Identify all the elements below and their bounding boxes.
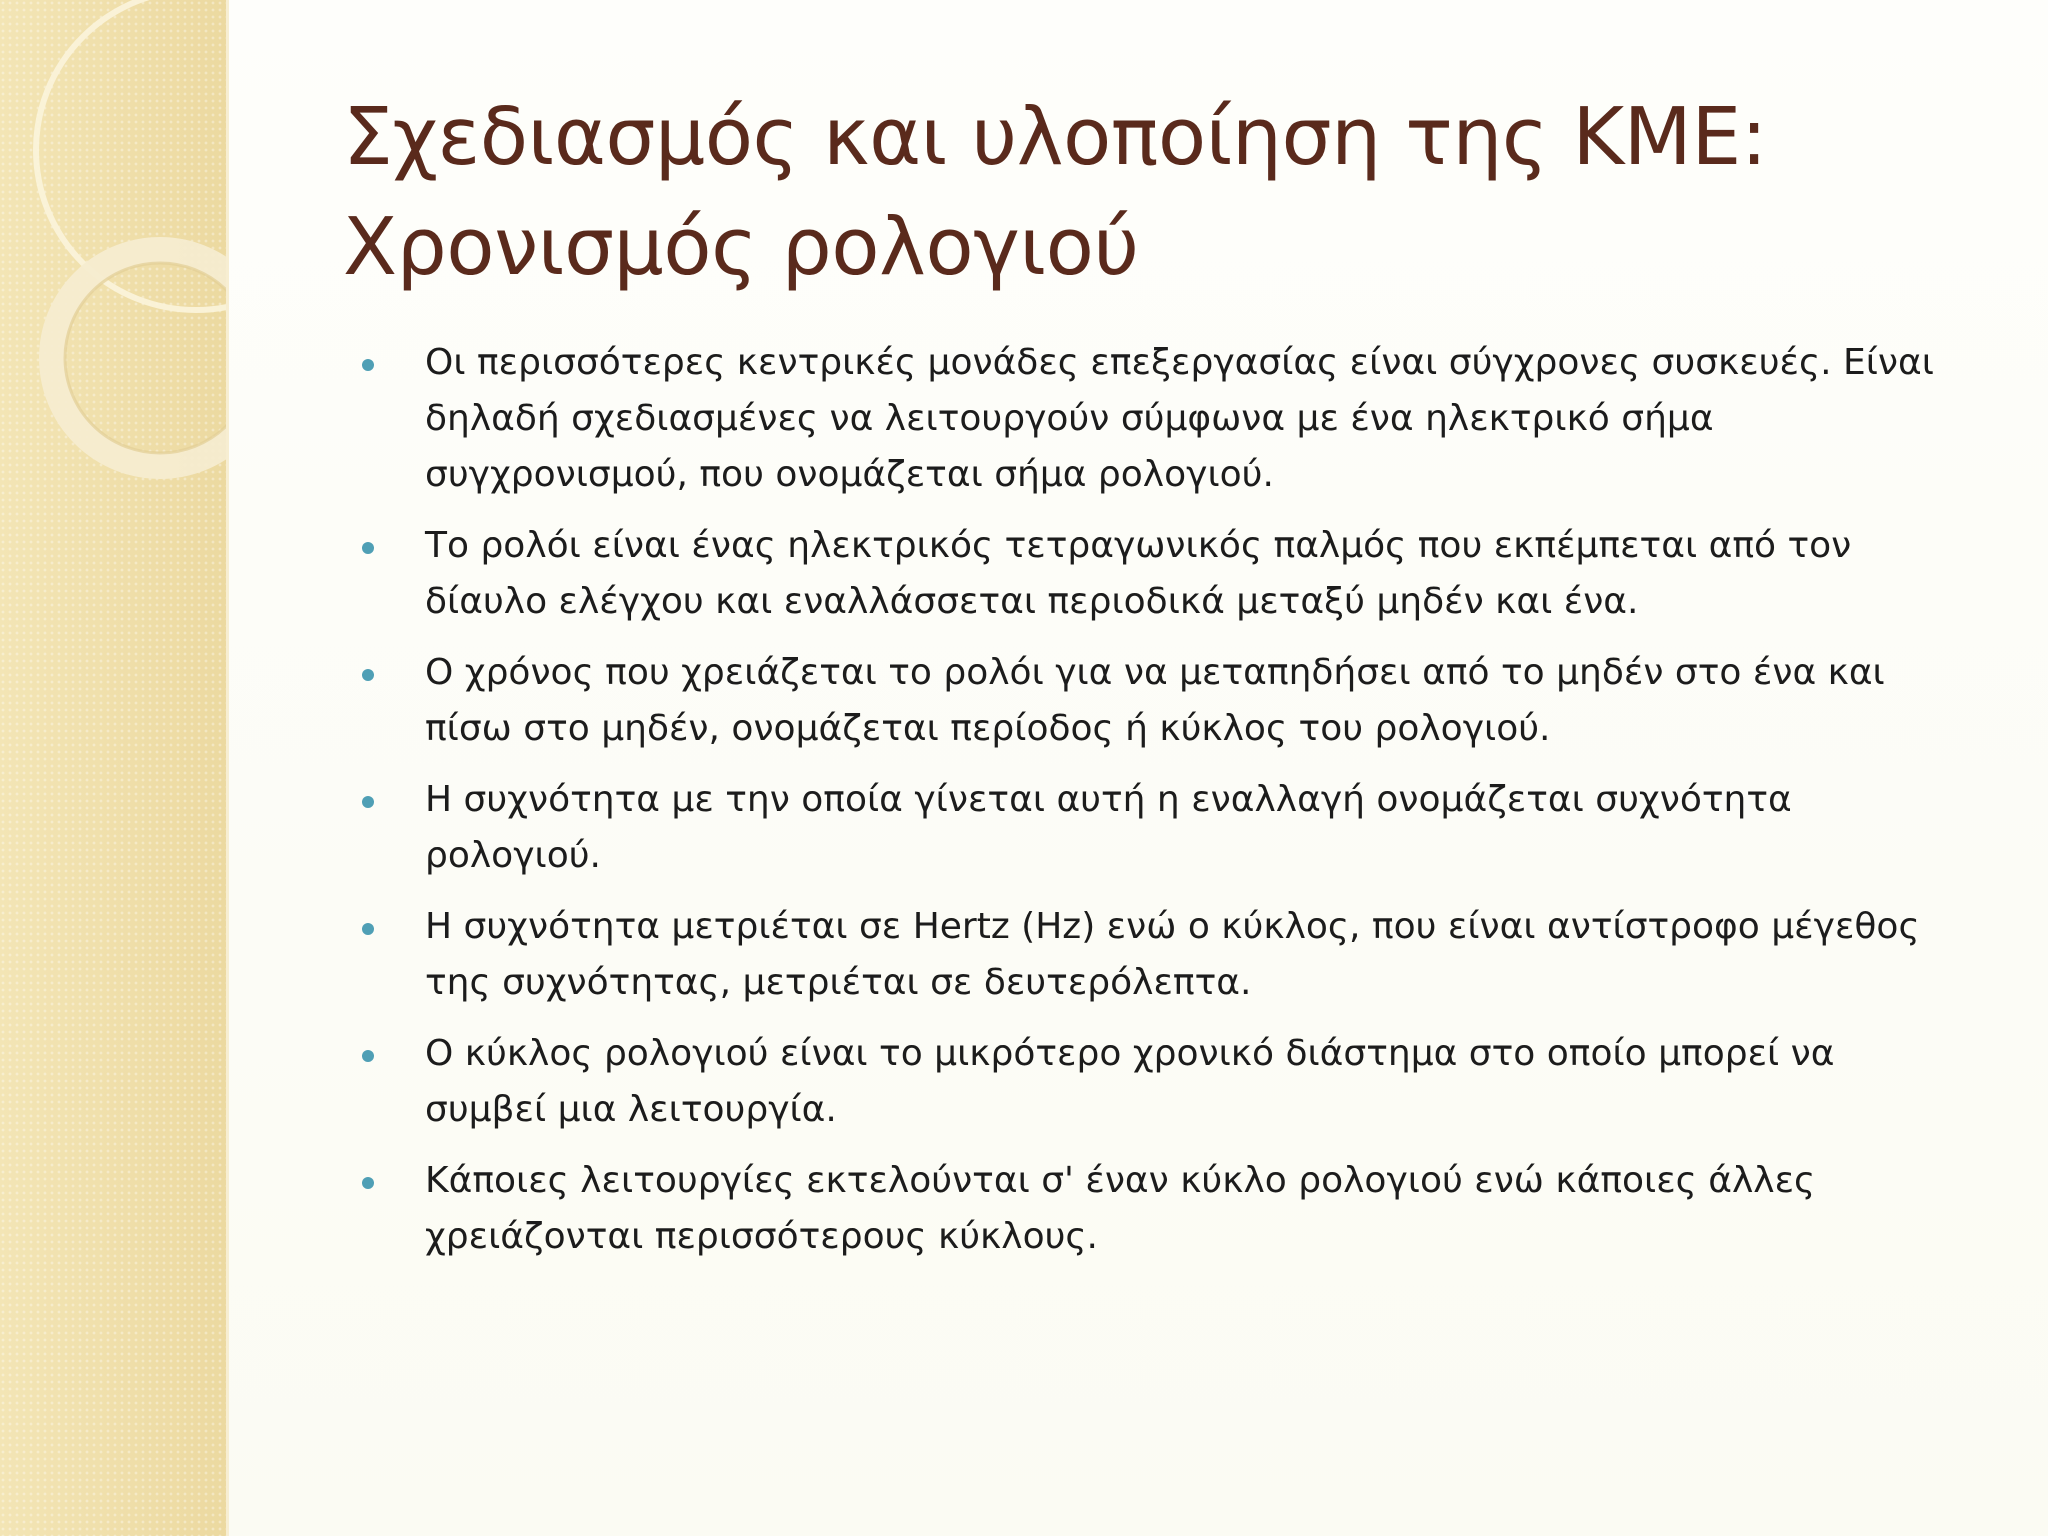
slide-title (343, 82, 1983, 302)
bullet-dot-icon (362, 1050, 374, 1062)
bullet-item (362, 772, 1962, 884)
decorative-rings (0, 0, 226, 1536)
bullet-dot-icon (362, 1177, 374, 1189)
bullet-item (362, 1153, 1962, 1265)
decorative-side-panel (0, 0, 226, 1536)
bullet-item (362, 645, 1962, 757)
slide-title-line-1: Σχεδιασμός και υλοποίηση της ΚΜΕ: (343, 91, 1767, 183)
bullet-dot-icon (362, 359, 374, 371)
bullet-item (362, 899, 1962, 1011)
bullet-item (362, 1026, 1962, 1138)
bullet-text: Η συχνότητα μετριέται σε Hertz (Hz) ενώ ο κύκλος, που είναι αντίστροφο μέγεθος της συχνότητας, μετριέται σε δευτερόλεπτα. (425, 906, 1920, 1003)
bullet-text: Η συχνότητα με την οποία γίνεται αυτή η εναλλαγή ονομάζεται συχνότητα ρολογιού. (425, 779, 1792, 876)
bullet-item (362, 335, 1962, 503)
bullet-text: Ο χρόνος που χρειάζεται το ρολόι για να μεταπηδήσει από το μηδέν στο ένα και πίσω στο μηδέν, ονομάζεται περίοδος ή κύκλος του ρολογιού. (425, 652, 1885, 749)
bullet-text: Κάποιες λειτουργίες εκτελούνται σ' έναν κύκλο ρολογιού ενώ κάποιες άλλες χρειάζονται περισσότερους κύκλους. (425, 1160, 1816, 1257)
bullet-list (362, 335, 1962, 1280)
bullet-text: Ο κύκλος ρολογιού είναι το μικρότερο χρονικό διάστημα στο οποίο μπορεί να συμβεί μια λειτουργία. (425, 1033, 1835, 1130)
bullet-dot-icon (362, 669, 374, 681)
bullet-text: Οι περισσότερες κεντρικές μονάδες επεξεργασίας είναι σύγχρονες συσκευές. Είναι δηλαδή σχεδιασμένες να λειτουργούν σύμφωνα με ένα ηλεκτρικό σήμα συγχρονισμού, που ονομάζεται σήμα ρολογιού. (425, 342, 1934, 495)
side-panel-edge (226, 0, 229, 1536)
slide-title-line-2: Χρονισμός ρολογιού (343, 201, 1139, 293)
bullet-dot-icon (362, 542, 374, 554)
bullet-text: Το ρολόι είναι ένας ηλεκτρικός τετραγωνικός παλμός που εκπέμπεται από τον δίαυλο ελέγχου και εναλλάσσεται περιοδικά μεταξύ μηδέν και ένα. (425, 525, 1852, 622)
bullet-item (362, 518, 1962, 630)
bullet-dot-icon (362, 796, 374, 808)
bullet-dot-icon (362, 923, 374, 935)
